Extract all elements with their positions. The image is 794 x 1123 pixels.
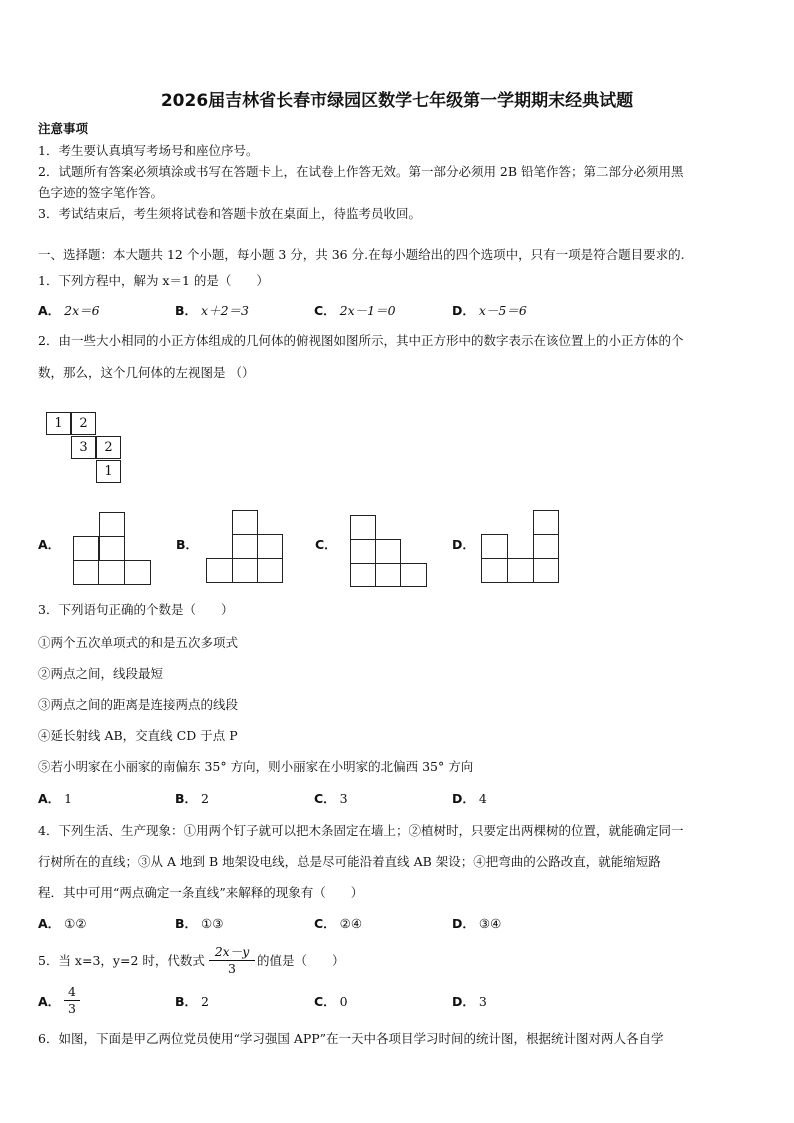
q3-statement-3: ③两点之间的距离是连接两点的线段 (38, 697, 239, 712)
option-text: 0 (339, 994, 348, 1009)
q3-statement-5: ⑤若小明家在小丽家的南偏东 35° 方向，则小丽家在小明家的北偏西 35° 方向 (38, 759, 474, 774)
option-text: ①③ (201, 916, 224, 931)
exam-title: 2026届吉林省长春市绿园区数学七年级第一学期期末经典试题 (160, 91, 634, 111)
q5-stem-pre: 5．当 x=3，y=2 时，代数式 (38, 953, 205, 968)
q3-statement-2: ②两点之间，线段最短 (38, 666, 164, 681)
square (350, 563, 376, 587)
fraction-denominator: 3 (228, 961, 236, 976)
top-view-cell: 1 (46, 412, 71, 435)
fraction-numerator: 2x－y (209, 942, 255, 961)
square (533, 534, 559, 559)
option-text: 2x＝6 (64, 303, 100, 318)
q3-option-a (38, 791, 72, 807)
square (375, 563, 401, 587)
q2-option-a-label: A． (38, 537, 61, 552)
q4-option-b (175, 916, 223, 932)
option-label: B． (175, 791, 198, 806)
q1-option-b (175, 303, 249, 319)
q1-options (38, 303, 758, 321)
q5-option-a-fraction (64, 984, 80, 1017)
square (257, 558, 283, 583)
option-label: D． (452, 916, 475, 931)
q5-options (38, 984, 758, 1030)
option-label: B． (175, 994, 198, 1009)
q4-stem-line3: 程．其中可用“两点确定一条直线”来解释的现象有（ ） (38, 885, 364, 900)
square (99, 536, 125, 561)
q3-stem: 3．下列语句正确的个数是（ ） (38, 602, 234, 617)
q3-options (38, 791, 758, 809)
option-text: 1 (64, 791, 73, 806)
square (533, 558, 559, 583)
q5-expression-fraction (209, 942, 255, 976)
option-text: 4 (478, 791, 487, 806)
q5-option-b (175, 994, 209, 1010)
square (481, 534, 508, 559)
square (481, 558, 508, 583)
square (257, 534, 283, 559)
q4-option-d (452, 916, 501, 932)
square (533, 510, 559, 535)
square (206, 558, 233, 583)
q5-option-a (38, 994, 60, 1010)
q5-option-c (314, 994, 348, 1010)
option-label: A． (38, 791, 61, 806)
q2-stem-line2: 数，那么，这个几何体的左视图是 （） (38, 365, 255, 380)
square (99, 512, 125, 537)
option-label: A． (38, 994, 61, 1009)
option-label: C． (314, 916, 336, 931)
q2-option-d-label: D． (452, 537, 475, 552)
square (73, 536, 99, 561)
square (350, 515, 376, 540)
fraction-numerator: 4 (64, 984, 80, 1001)
q3-option-d (452, 791, 487, 807)
option-label: B． (175, 303, 198, 318)
square (375, 539, 401, 564)
q4-option-a (38, 916, 87, 932)
option-label: A． (38, 916, 61, 931)
q5-option-d (452, 994, 487, 1010)
option-text: 3 (478, 994, 487, 1009)
q3-statement-4: ④延长射线 AB，交直线 CD 于点 P (38, 728, 238, 743)
notes-item-2-cont: 色字迹的签字笔作答。 (38, 185, 164, 200)
notes-heading: 注意事项 (38, 121, 89, 136)
option-text: x＋2＝3 (201, 303, 249, 318)
fraction-denominator: 3 (68, 1001, 76, 1016)
option-text: 3 (339, 791, 348, 806)
q4-stem-line1: 4．下列生活、生产现象：①用两个钉子就可以把木条固定在墙上；②植树时，只要定出两棵树的位置，就能确定同一 (38, 823, 684, 838)
square (507, 558, 534, 583)
square (232, 558, 258, 583)
option-label: D． (452, 303, 475, 318)
option-label: B． (175, 916, 198, 931)
q2-option-c-label: C． (315, 537, 337, 552)
option-text: 2x－1＝0 (339, 303, 396, 318)
notes-item-1: 1．考生要认真填写考场号和座位序号。 (38, 143, 259, 158)
q2-option-b-label: B． (176, 537, 199, 552)
top-view-cell: 2 (96, 436, 121, 459)
q1-stem: 1．下列方程中，解为 x＝1 的是（ ） (38, 273, 269, 288)
q4-option-c (314, 916, 362, 932)
option-text: ②④ (339, 916, 363, 931)
option-label: D． (452, 791, 475, 806)
square (98, 560, 125, 585)
q1-option-d (452, 303, 527, 319)
q3-statement-1: ①两个五次单项式的和是五次多项式 (38, 635, 239, 650)
square (232, 534, 258, 559)
q1-option-a (38, 303, 100, 319)
notes-item-2: 2．试题所有答案必须填涂或书写在答题卡上，在试卷上作答无效。第一部分必须用 2B 铅笔作答；第二部分必须用黑 (38, 164, 684, 179)
q6-stem: 6．如图，下面是甲乙两位党员使用“学习强国 APP”在一天中各项目学习时间的统计图，根据统计图对两人各自学 (38, 1031, 664, 1046)
option-label: C． (314, 303, 336, 318)
option-label: C． (314, 791, 336, 806)
top-view-cell: 2 (71, 412, 96, 435)
square (232, 510, 258, 535)
square (400, 563, 427, 587)
q1-option-c (314, 303, 396, 319)
option-label: C． (314, 994, 336, 1009)
section-heading: 一、选择题：本大题共 12 个小题，每小题 3 分，共 36 分.在每小题给出的四个选项中，只有一项是符合题目要求的. (38, 247, 685, 262)
q5-stem-post: 的值是（ ） (257, 953, 345, 968)
option-text: 2 (201, 994, 209, 1009)
q4-options (38, 916, 758, 934)
q2-stem-line1: 2．由一些大小相同的小正方体组成的几何体的俯视图如图所示，其中正方形中的数字表示在该位置上的小正方体的个 (38, 333, 684, 348)
option-label: D． (452, 994, 475, 1009)
notes-item-3: 3．考试结束后，考生须将试卷和答题卡放在桌面上，待监考员收回。 (38, 206, 421, 221)
option-text: ③④ (478, 916, 502, 931)
option-text: x－5＝6 (478, 303, 527, 318)
square (73, 560, 99, 585)
option-label: A． (38, 303, 61, 318)
option-text: ①② (64, 916, 87, 931)
q4-stem-line2: 行树所在的直线；③从 A 地到 B 地架设电线，总是尽可能沿着直线 AB 架设；④把弯曲的公路改直，就能缩短路 (38, 854, 661, 869)
top-view-cell: 1 (96, 460, 121, 483)
q3-option-c (314, 791, 348, 807)
square (124, 560, 151, 585)
top-view-cell: 3 (71, 436, 96, 459)
q3-option-b (175, 791, 209, 807)
square (350, 539, 376, 564)
option-text: 2 (201, 791, 209, 806)
